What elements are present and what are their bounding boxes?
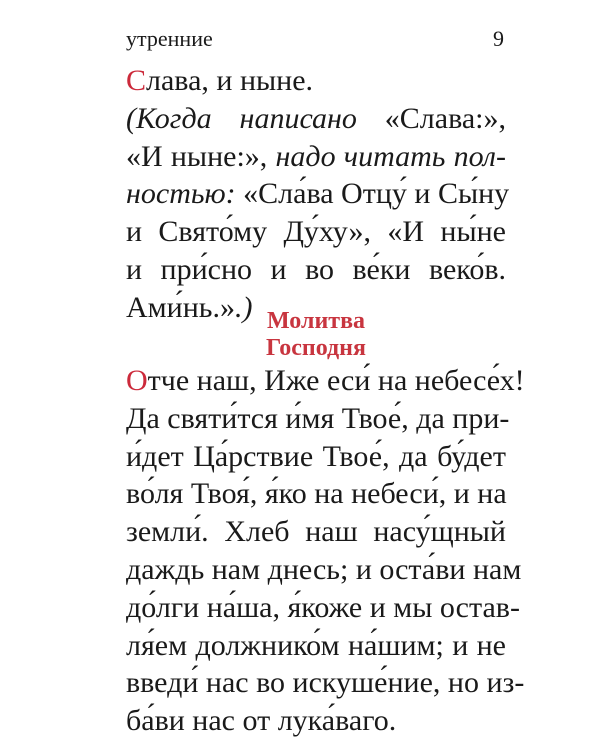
slava-line-7: Ами́нь.».) [126, 290, 253, 324]
slava-block [126, 62, 510, 327]
slava-line-4: ностью: «Сла́ва Отцу́ и Сы́ну [126, 177, 510, 211]
prayer-line: и́дет Ца́рствие Твое́, да бу́дет [126, 439, 506, 473]
prayer-line: даждь нам днесь; и оста́ви нам [126, 552, 522, 586]
prayer-line: земли́. Хлеб наш насу́щный [126, 515, 506, 549]
prayer-line-1: Отче наш, Иже еси́ на небесе́х! [126, 364, 525, 397]
prayer-title-line-1: Молитва [266, 308, 366, 334]
prayer-line: во́ля Твоя́, я́ко на небеси́, и на [126, 477, 507, 511]
prayer-title [126, 308, 506, 362]
running-header [126, 26, 504, 52]
prayer-line-last: ба́ви нас от лука́ваго. [126, 704, 397, 738]
prayer-line: Да святи́тся и́мя Твое́, да при- [126, 401, 510, 435]
page-number: 9 [493, 26, 504, 51]
drop-letter: С [126, 64, 147, 97]
drop-letter: О [126, 364, 148, 397]
prayer-line: введи́ нас во искуше́ние, но из- [126, 666, 525, 700]
slava-line-6: и при́сно и во ве́ки веко́в. [126, 252, 506, 286]
prayer-line: ля́ем должнико́м на́шим; и не [126, 628, 506, 662]
prayer-text [126, 362, 525, 740]
slava-line-1: Слава, и ныне. [126, 64, 314, 97]
slava-line-3: «И ныне:», надо читать пол- [126, 139, 506, 173]
slava-line-5: и Свято́му Ду́ху», «И ны́не [126, 215, 506, 249]
prayer-line: до́лги на́ша, я́коже и мы остав- [126, 590, 520, 624]
prayer-title-line-2: Господня [266, 335, 366, 361]
slava-line-2: (Когда написано «Слава:», [126, 101, 506, 135]
section-title: утренние [126, 26, 213, 51]
